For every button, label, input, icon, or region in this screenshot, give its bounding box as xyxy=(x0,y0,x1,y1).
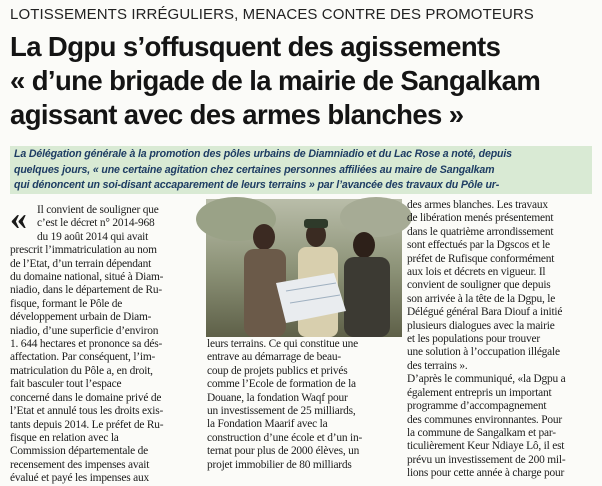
column-line: c’est le décret n° 2014-968 xyxy=(37,217,155,230)
column-line: la Fondation Maarif avec la xyxy=(207,418,328,431)
column-line: niadio, dans le département de Ru- xyxy=(10,284,162,297)
column-line: 1. 644 hectares et prononce sa dés- xyxy=(10,338,163,351)
column-line: Il convient de souligner que xyxy=(37,204,159,216)
column-line: D’après le communiqué, «la Dgpu a xyxy=(407,373,566,386)
deck-line: qui dénoncent un soi-disant accaparement de leurs terrains » par l’avancée des travaux du Pôle ur- xyxy=(14,179,500,191)
column-line: Délégué général Bara Diouf a initié xyxy=(407,306,563,319)
column-line: également entrepris un important xyxy=(407,386,552,399)
column-line: ticulièrement Keur Ndiaye Lô, il est xyxy=(407,440,565,453)
photo-illustration xyxy=(206,199,402,337)
headline-line: « d’une brigade de la mairie de Sangalkam xyxy=(10,65,541,96)
column-line: évalué et payé les impenses aux xyxy=(10,472,149,485)
article-headline xyxy=(10,30,595,132)
column-line: développement urbain de Diam- xyxy=(10,311,152,324)
column-line: leurs terrains. Ce qui constitue une xyxy=(207,338,358,350)
article-photo xyxy=(206,199,402,337)
column-line: de l’Etat, d’un terrain dépendant xyxy=(10,257,152,270)
column-line: recensement des impenses avait xyxy=(10,458,150,471)
column-line: son arrivée à la tête de la Dgpu, le xyxy=(407,292,556,305)
column-line: programme d’accompagnement xyxy=(407,400,547,413)
article-deck xyxy=(10,146,592,194)
column-line: de libération menés présentement xyxy=(407,212,554,225)
column-line: coup de projets publics et privés xyxy=(207,364,348,377)
headline-line: La Dgpu s’offusquent des agissements xyxy=(10,31,501,62)
article-column-2 xyxy=(207,338,400,471)
column-line: fisque, formant le Pôle de xyxy=(10,297,123,310)
column-line: des armes blanches. Les travaux xyxy=(407,199,548,211)
column-line: niadio, d’une superficie d’environ xyxy=(10,324,159,337)
headline-line: agissant avec des armes blanches » xyxy=(10,99,464,130)
column-line: fait basculer tout l’espace xyxy=(10,378,122,391)
column-line: plusieurs dialogues avec la mairie xyxy=(407,319,555,332)
column-line: fisque en relation avec la xyxy=(10,431,119,444)
column-line: prévu un investissement de 200 mil- xyxy=(407,453,566,466)
column-line: du domaine national, situé à Diam- xyxy=(10,271,164,284)
column-line: construction d’une école et d’un in- xyxy=(207,431,363,444)
column-line: Douane, la fondation Waqf pour xyxy=(207,391,348,404)
deck-line: La Délégation générale à la promotion des pôles urbains de Diamniadio et du Lac Rose a noté, depuis xyxy=(14,148,512,160)
column-line: un investissement de 25 milliards, xyxy=(207,405,356,418)
column-line: prescrit l’immatriculation au nom xyxy=(10,244,157,257)
deck-line: quelques jours, « une certaine agitation chez certaines personnes affiliées au maire de Sangalkam xyxy=(14,163,495,176)
column-line: sont effectués par la Dgscos et le xyxy=(407,239,550,252)
column-line: dans le quatrième arrondissement xyxy=(407,225,554,238)
article-kicker: LOTISSEMENTS IRRÉGULIERS, MENACES CONTRE DES PROMOTEURS xyxy=(10,6,534,23)
article-column-1 xyxy=(10,200,198,485)
column-line: tants depuis 2014. Le préfet de Ru- xyxy=(10,418,164,431)
column-line: comme l’Ecole de formation de la xyxy=(207,378,356,391)
column-line: des terrains ». xyxy=(407,359,468,372)
column-line: affectation. Par conséquent, l’im- xyxy=(10,351,156,364)
article-column-3 xyxy=(407,199,597,480)
column-line: une solution à l’occupation illégale xyxy=(407,346,560,359)
column-line: lions pour cette année à charge pour xyxy=(407,467,565,480)
column-line: et les populations pour trouver xyxy=(407,333,540,346)
column-line: préfet de Rufisque conformément xyxy=(407,252,555,265)
column-line: l’Etat et annulé tous les droits exis- xyxy=(10,405,164,418)
column-line: convient de souligner que depuis xyxy=(407,279,551,292)
column-line: matriculation du Pôle a, en droit, xyxy=(10,364,153,377)
column-line: du 19 août 2014 qui avait xyxy=(37,230,149,243)
column-line: la commune de Sangalkam et par- xyxy=(407,426,556,439)
column-line: aux lois et décrets en vigueur. Il xyxy=(407,266,546,279)
column-line: entrave au démarrage de beau- xyxy=(207,351,341,364)
dropcap-quote: « xyxy=(10,200,27,237)
column-line: projet immobilier de 80 milliards xyxy=(207,458,352,471)
column-line: concerné dans le domaine privé de xyxy=(10,391,162,404)
column-line: Commission départementale de xyxy=(10,445,149,458)
column-line: ternat pour plus de 2000 élèves, un xyxy=(207,445,360,458)
column-line: des communes environnantes. Pour xyxy=(407,413,562,426)
